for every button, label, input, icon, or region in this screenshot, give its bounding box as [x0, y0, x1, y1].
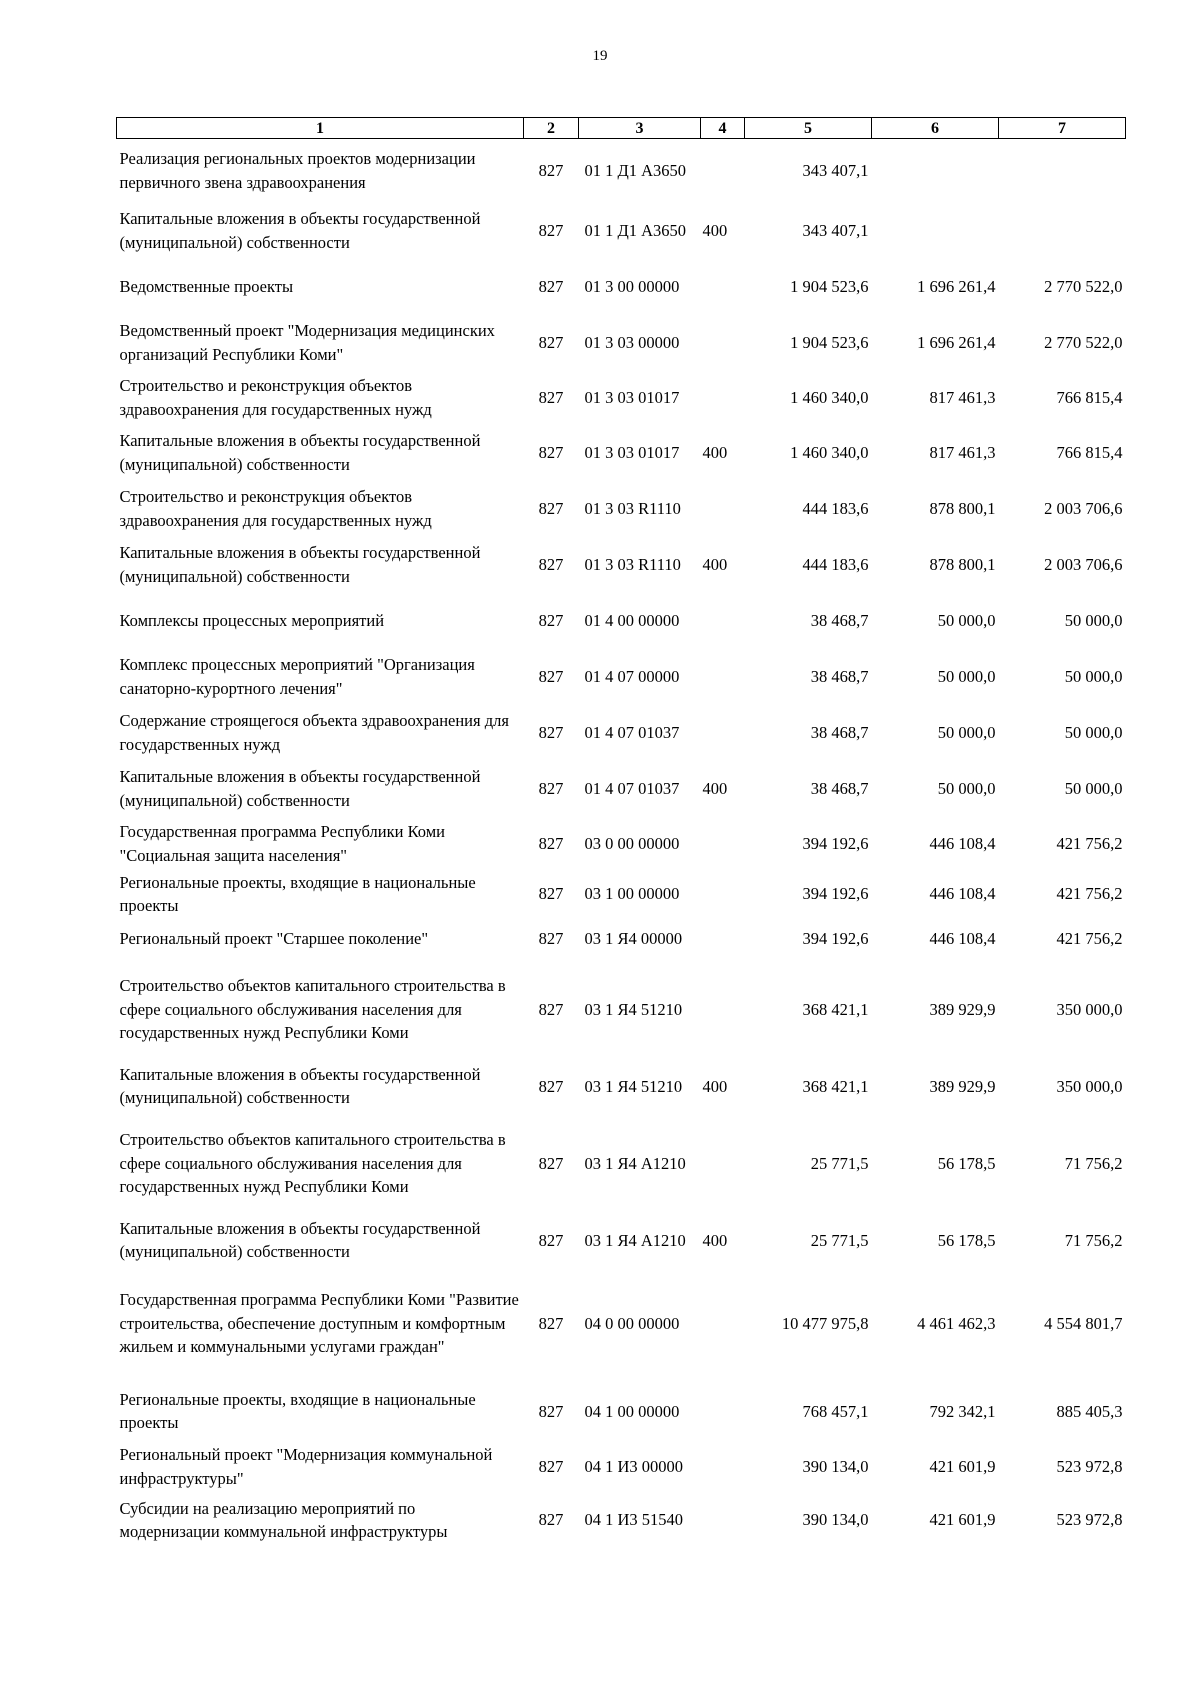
- cell-vr: [701, 1379, 745, 1443]
- cell-year3: 4 554 801,7: [1044, 1313, 1123, 1333]
- cell-vr: [701, 259, 745, 315]
- cell-year2: 389 929,9: [929, 1076, 996, 1096]
- cell-csr: 03 1 00 00000: [584, 884, 680, 904]
- cell-gr: 827: [538, 833, 564, 853]
- cell-year1: 444 183,6: [802, 554, 869, 574]
- cell-year1: 444 183,6: [802, 498, 869, 518]
- cell-year1: 1 460 340,0: [790, 387, 869, 407]
- cell-gr: 827: [538, 928, 564, 948]
- cell-name: Капитальные вложения в объекты государственной (муниципальной) собственности: [119, 1218, 481, 1262]
- cell-year2: [872, 139, 999, 203]
- cell-year3: 766 815,4: [1056, 387, 1123, 407]
- table-row: [117, 259, 1126, 315]
- table-body: [117, 139, 1126, 1551]
- cell-year1: 38 468,7: [810, 666, 869, 686]
- table-row: [117, 481, 1126, 537]
- table-row: [117, 705, 1126, 761]
- cell-vr: [701, 917, 745, 959]
- cell-year1: 368 421,1: [802, 999, 869, 1019]
- header-cell-name: 1: [117, 118, 524, 139]
- cell-year2: 56 178,5: [937, 1230, 996, 1250]
- cell-year2: 56 178,5: [937, 1153, 996, 1173]
- table-row: [117, 649, 1126, 705]
- table-row: [117, 537, 1126, 593]
- cell-name: Строительство и реконструкция объектов здравоохранения для государственных нужд: [119, 487, 432, 530]
- table-row: [117, 1490, 1126, 1550]
- cell-year2: 50 000,0: [937, 610, 996, 630]
- cell-vr: [701, 593, 745, 649]
- table-row: [117, 1213, 1126, 1267]
- cell-year2: 1 696 261,4: [917, 276, 996, 296]
- cell-year1: 390 134,0: [802, 1457, 869, 1477]
- header-cell-csr: 3: [579, 118, 701, 139]
- cell-gr: 827: [538, 1153, 564, 1173]
- cell-vr: [701, 649, 745, 705]
- cell-year2: 4 461 462,3: [917, 1313, 996, 1333]
- table-row: [117, 761, 1126, 817]
- cell-csr: 01 3 00 00000: [584, 276, 680, 296]
- cell-gr: 827: [538, 332, 564, 352]
- cell-csr: 01 4 07 01037: [584, 722, 680, 742]
- cell-year3: 421 756,2: [1056, 833, 1123, 853]
- cell-year3: 50 000,0: [1064, 610, 1123, 630]
- cell-vr: [701, 315, 745, 371]
- cell-year1: 38 468,7: [810, 722, 869, 742]
- cell-vr: [701, 371, 745, 425]
- cell-vr: [701, 139, 745, 203]
- cell-name: Содержание строящегося объекта здравоохранения для государственных нужд: [119, 711, 509, 754]
- table-row: [117, 315, 1126, 371]
- header-row: [117, 118, 1126, 139]
- cell-year2: [872, 203, 999, 259]
- cell-year1: 343 407,1: [802, 161, 869, 181]
- cell-name: Капитальные вложения в объекты государственной (муниципальной) собственности: [119, 543, 481, 586]
- cell-csr: 01 3 03 01017: [584, 442, 680, 462]
- table-row: [117, 1113, 1126, 1213]
- cell-csr: 01 4 07 00000: [584, 666, 680, 686]
- cell-year1: 1 460 340,0: [790, 442, 869, 462]
- cell-year1: 1 904 523,6: [790, 276, 869, 296]
- cell-name: Реализация региональных проектов модернизации первичного звена здравоохранения: [119, 149, 476, 192]
- cell-vr: [701, 1267, 745, 1379]
- cell-name: Субсидии на реализацию мероприятий по модернизации коммунальной инфраструктуры: [119, 1498, 448, 1542]
- cell-name: Государственная программа Республики Коми "Социальная защита населения": [119, 822, 445, 865]
- header-cell-year1: 5: [745, 118, 872, 139]
- cell-year2: 421 601,9: [929, 1510, 996, 1530]
- table-row: [117, 959, 1126, 1059]
- table-header: [117, 118, 1126, 139]
- table-row: [117, 425, 1126, 481]
- table-row: [117, 917, 1126, 959]
- table-row: [117, 1379, 1126, 1443]
- cell-year3: 523 972,8: [1056, 1457, 1123, 1477]
- cell-gr: 827: [538, 610, 564, 630]
- cell-year3: [999, 139, 1126, 203]
- cell-csr: 04 1 00 00000: [584, 1401, 680, 1421]
- cell-year2: 878 800,1: [929, 554, 996, 574]
- cell-year3: 71 756,2: [1064, 1153, 1123, 1173]
- page-number: 19: [592, 48, 608, 64]
- cell-csr: 01 4 00 00000: [584, 610, 680, 630]
- cell-year2: 446 108,4: [929, 833, 996, 853]
- header-cell-year3: 7: [999, 118, 1126, 139]
- table-row: [117, 1059, 1126, 1113]
- cell-year2: 50 000,0: [937, 722, 996, 742]
- cell-year1: 368 421,1: [802, 1076, 869, 1096]
- cell-year2: 389 929,9: [929, 999, 996, 1019]
- cell-name: Строительство объектов капитального строительства в сфере социального обслуживания населения для государственных нужд Республики Коми: [119, 976, 506, 1043]
- cell-csr: 04 0 00 00000: [584, 1313, 680, 1333]
- cell-csr: 03 1 Я4 00000: [584, 928, 683, 948]
- table-row: [117, 1267, 1126, 1379]
- cell-csr: 04 1 И3 51540: [584, 1510, 684, 1530]
- table-row: [117, 593, 1126, 649]
- cell-gr: 827: [538, 1401, 564, 1421]
- cell-vr: [701, 871, 745, 918]
- cell-name: Региональные проекты, входящие в национальные проекты: [119, 1389, 476, 1433]
- cell-name: Комплекс процессных мероприятий "Организация санаторно-курортного лечения": [119, 655, 475, 698]
- cell-year3: 421 756,2: [1056, 884, 1123, 904]
- table-row: [117, 817, 1126, 871]
- cell-year2: 50 000,0: [937, 666, 996, 686]
- cell-gr: 827: [538, 276, 564, 296]
- cell-year2: 446 108,4: [929, 928, 996, 948]
- cell-csr: 01 4 07 01037: [584, 778, 680, 798]
- cell-name: Капитальные вложения в объекты государственной (муниципальной) собственности: [119, 767, 481, 810]
- cell-year2: 817 461,3: [929, 442, 996, 462]
- cell-year1: 10 477 975,8: [781, 1313, 869, 1333]
- cell-csr: 01 3 03 R1110: [584, 498, 681, 518]
- cell-year3: 766 815,4: [1056, 442, 1123, 462]
- cell-gr: 827: [538, 387, 564, 407]
- header-cell-gr: 2: [524, 118, 579, 139]
- cell-name: Региональный проект "Модернизация коммунальной инфраструктуры": [119, 1445, 493, 1488]
- cell-gr: 827: [538, 1076, 564, 1096]
- cell-year2: 878 800,1: [929, 498, 996, 518]
- cell-year3: 421 756,2: [1056, 928, 1123, 948]
- cell-name: Капитальные вложения в объекты государственной (муниципальной) собственности: [119, 431, 481, 474]
- cell-year1: 38 468,7: [810, 610, 869, 630]
- cell-year2: 50 000,0: [937, 778, 996, 798]
- budget-table: [116, 117, 1126, 1550]
- cell-gr: 827: [538, 554, 564, 574]
- cell-vr: 400: [702, 1230, 728, 1250]
- table-row: [117, 203, 1126, 259]
- table-row: [117, 871, 1126, 918]
- cell-gr: 827: [538, 442, 564, 462]
- header-cell-year2: 6: [872, 118, 999, 139]
- cell-gr: 827: [538, 1313, 564, 1333]
- cell-name: Комплексы процессных мероприятий: [119, 610, 385, 630]
- cell-year1: 343 407,1: [802, 220, 869, 240]
- cell-year1: 390 134,0: [802, 1510, 869, 1530]
- cell-gr: 827: [538, 220, 564, 240]
- cell-name: Ведомственные проекты: [119, 276, 294, 296]
- cell-vr: [701, 959, 745, 1059]
- cell-year2: 421 601,9: [929, 1457, 996, 1477]
- cell-csr: 04 1 И3 00000: [584, 1457, 684, 1477]
- cell-csr: 03 1 Я4 51210: [584, 1076, 683, 1096]
- cell-vr: [701, 1490, 745, 1550]
- cell-gr: 827: [538, 666, 564, 686]
- cell-year3: 71 756,2: [1064, 1230, 1123, 1250]
- table-row: [117, 1443, 1126, 1490]
- cell-name: Капитальные вложения в объекты государственной (муниципальной) собственности: [119, 1064, 481, 1108]
- cell-vr: 400: [702, 220, 728, 240]
- cell-name: Капитальные вложения в объекты государственной (муниципальной) собственности: [119, 209, 481, 252]
- cell-vr: [701, 481, 745, 537]
- cell-year3: 50 000,0: [1064, 722, 1123, 742]
- cell-vr: [701, 1113, 745, 1213]
- cell-gr: 827: [538, 1230, 564, 1250]
- cell-year3: 2 003 706,6: [1044, 554, 1123, 574]
- cell-year3: 350 000,0: [1056, 1076, 1123, 1096]
- cell-vr: 400: [702, 442, 728, 462]
- cell-name: Региональные проекты, входящие в национальные проекты: [119, 872, 476, 915]
- cell-name: Государственная программа Республики Коми "Развитие строительства, обеспечение доступным и комфортным жильем и коммунальными услугами граждан": [119, 1290, 519, 1357]
- cell-vr: 400: [702, 1076, 728, 1096]
- cell-year1: 394 192,6: [802, 884, 869, 904]
- cell-year3: 2 770 522,0: [1044, 332, 1123, 352]
- cell-year3: 2 770 522,0: [1044, 276, 1123, 296]
- table-row: [117, 139, 1126, 203]
- cell-year3: 350 000,0: [1056, 999, 1123, 1019]
- cell-gr: 827: [538, 1510, 564, 1530]
- cell-name: Строительство объектов капитального строительства в сфере социального обслуживания населения для государственных нужд Республики Коми: [119, 1130, 506, 1197]
- cell-vr: [701, 817, 745, 871]
- cell-name: Региональный проект "Старшее поколение": [119, 928, 429, 948]
- cell-gr: 827: [538, 722, 564, 742]
- cell-csr: 01 3 03 R1110: [584, 554, 681, 574]
- cell-csr: 03 0 00 00000: [584, 833, 680, 853]
- cell-year3: 885 405,3: [1056, 1401, 1123, 1421]
- cell-year1: 38 468,7: [810, 778, 869, 798]
- cell-gr: 827: [538, 884, 564, 904]
- cell-csr: 01 1 Д1 А3650: [584, 161, 687, 181]
- cell-csr: 03 1 Я4 А1210: [584, 1230, 686, 1250]
- cell-year1: 25 771,5: [810, 1153, 869, 1173]
- cell-year3: 523 972,8: [1056, 1510, 1123, 1530]
- cell-vr: [701, 705, 745, 761]
- cell-csr: 01 3 03 01017: [584, 387, 680, 407]
- cell-year2: 1 696 261,4: [917, 332, 996, 352]
- cell-gr: 827: [538, 1457, 564, 1477]
- cell-gr: 827: [538, 498, 564, 518]
- cell-name: Строительство и реконструкция объектов здравоохранения для государственных нужд: [119, 376, 432, 419]
- cell-year1: 1 904 523,6: [790, 332, 869, 352]
- table-row: [117, 371, 1126, 425]
- cell-vr: 400: [702, 554, 728, 574]
- cell-year2: 792 342,1: [929, 1401, 996, 1421]
- cell-year1: 394 192,6: [802, 833, 869, 853]
- cell-csr: 03 1 Я4 51210: [584, 999, 683, 1019]
- cell-year3: 50 000,0: [1064, 778, 1123, 798]
- cell-name: Ведомственный проект "Модернизация медицинских организаций Республики Коми": [119, 321, 495, 364]
- cell-vr: 400: [702, 778, 728, 798]
- cell-csr: 01 3 03 00000: [584, 332, 680, 352]
- cell-year1: 768 457,1: [802, 1401, 869, 1421]
- cell-year1: 394 192,6: [802, 928, 869, 948]
- cell-year3: [999, 203, 1126, 259]
- cell-year3: 50 000,0: [1064, 666, 1123, 686]
- cell-gr: 827: [538, 161, 564, 181]
- cell-vr: [701, 1443, 745, 1490]
- cell-year2: 446 108,4: [929, 884, 996, 904]
- cell-year2: 817 461,3: [929, 387, 996, 407]
- cell-csr: 01 1 Д1 А3650: [584, 220, 687, 240]
- header-cell-vr: 4: [701, 118, 745, 139]
- cell-gr: 827: [538, 778, 564, 798]
- cell-year1: 25 771,5: [810, 1230, 869, 1250]
- cell-gr: 827: [538, 999, 564, 1019]
- cell-csr: 03 1 Я4 А1210: [584, 1153, 686, 1173]
- cell-year3: 2 003 706,6: [1044, 498, 1123, 518]
